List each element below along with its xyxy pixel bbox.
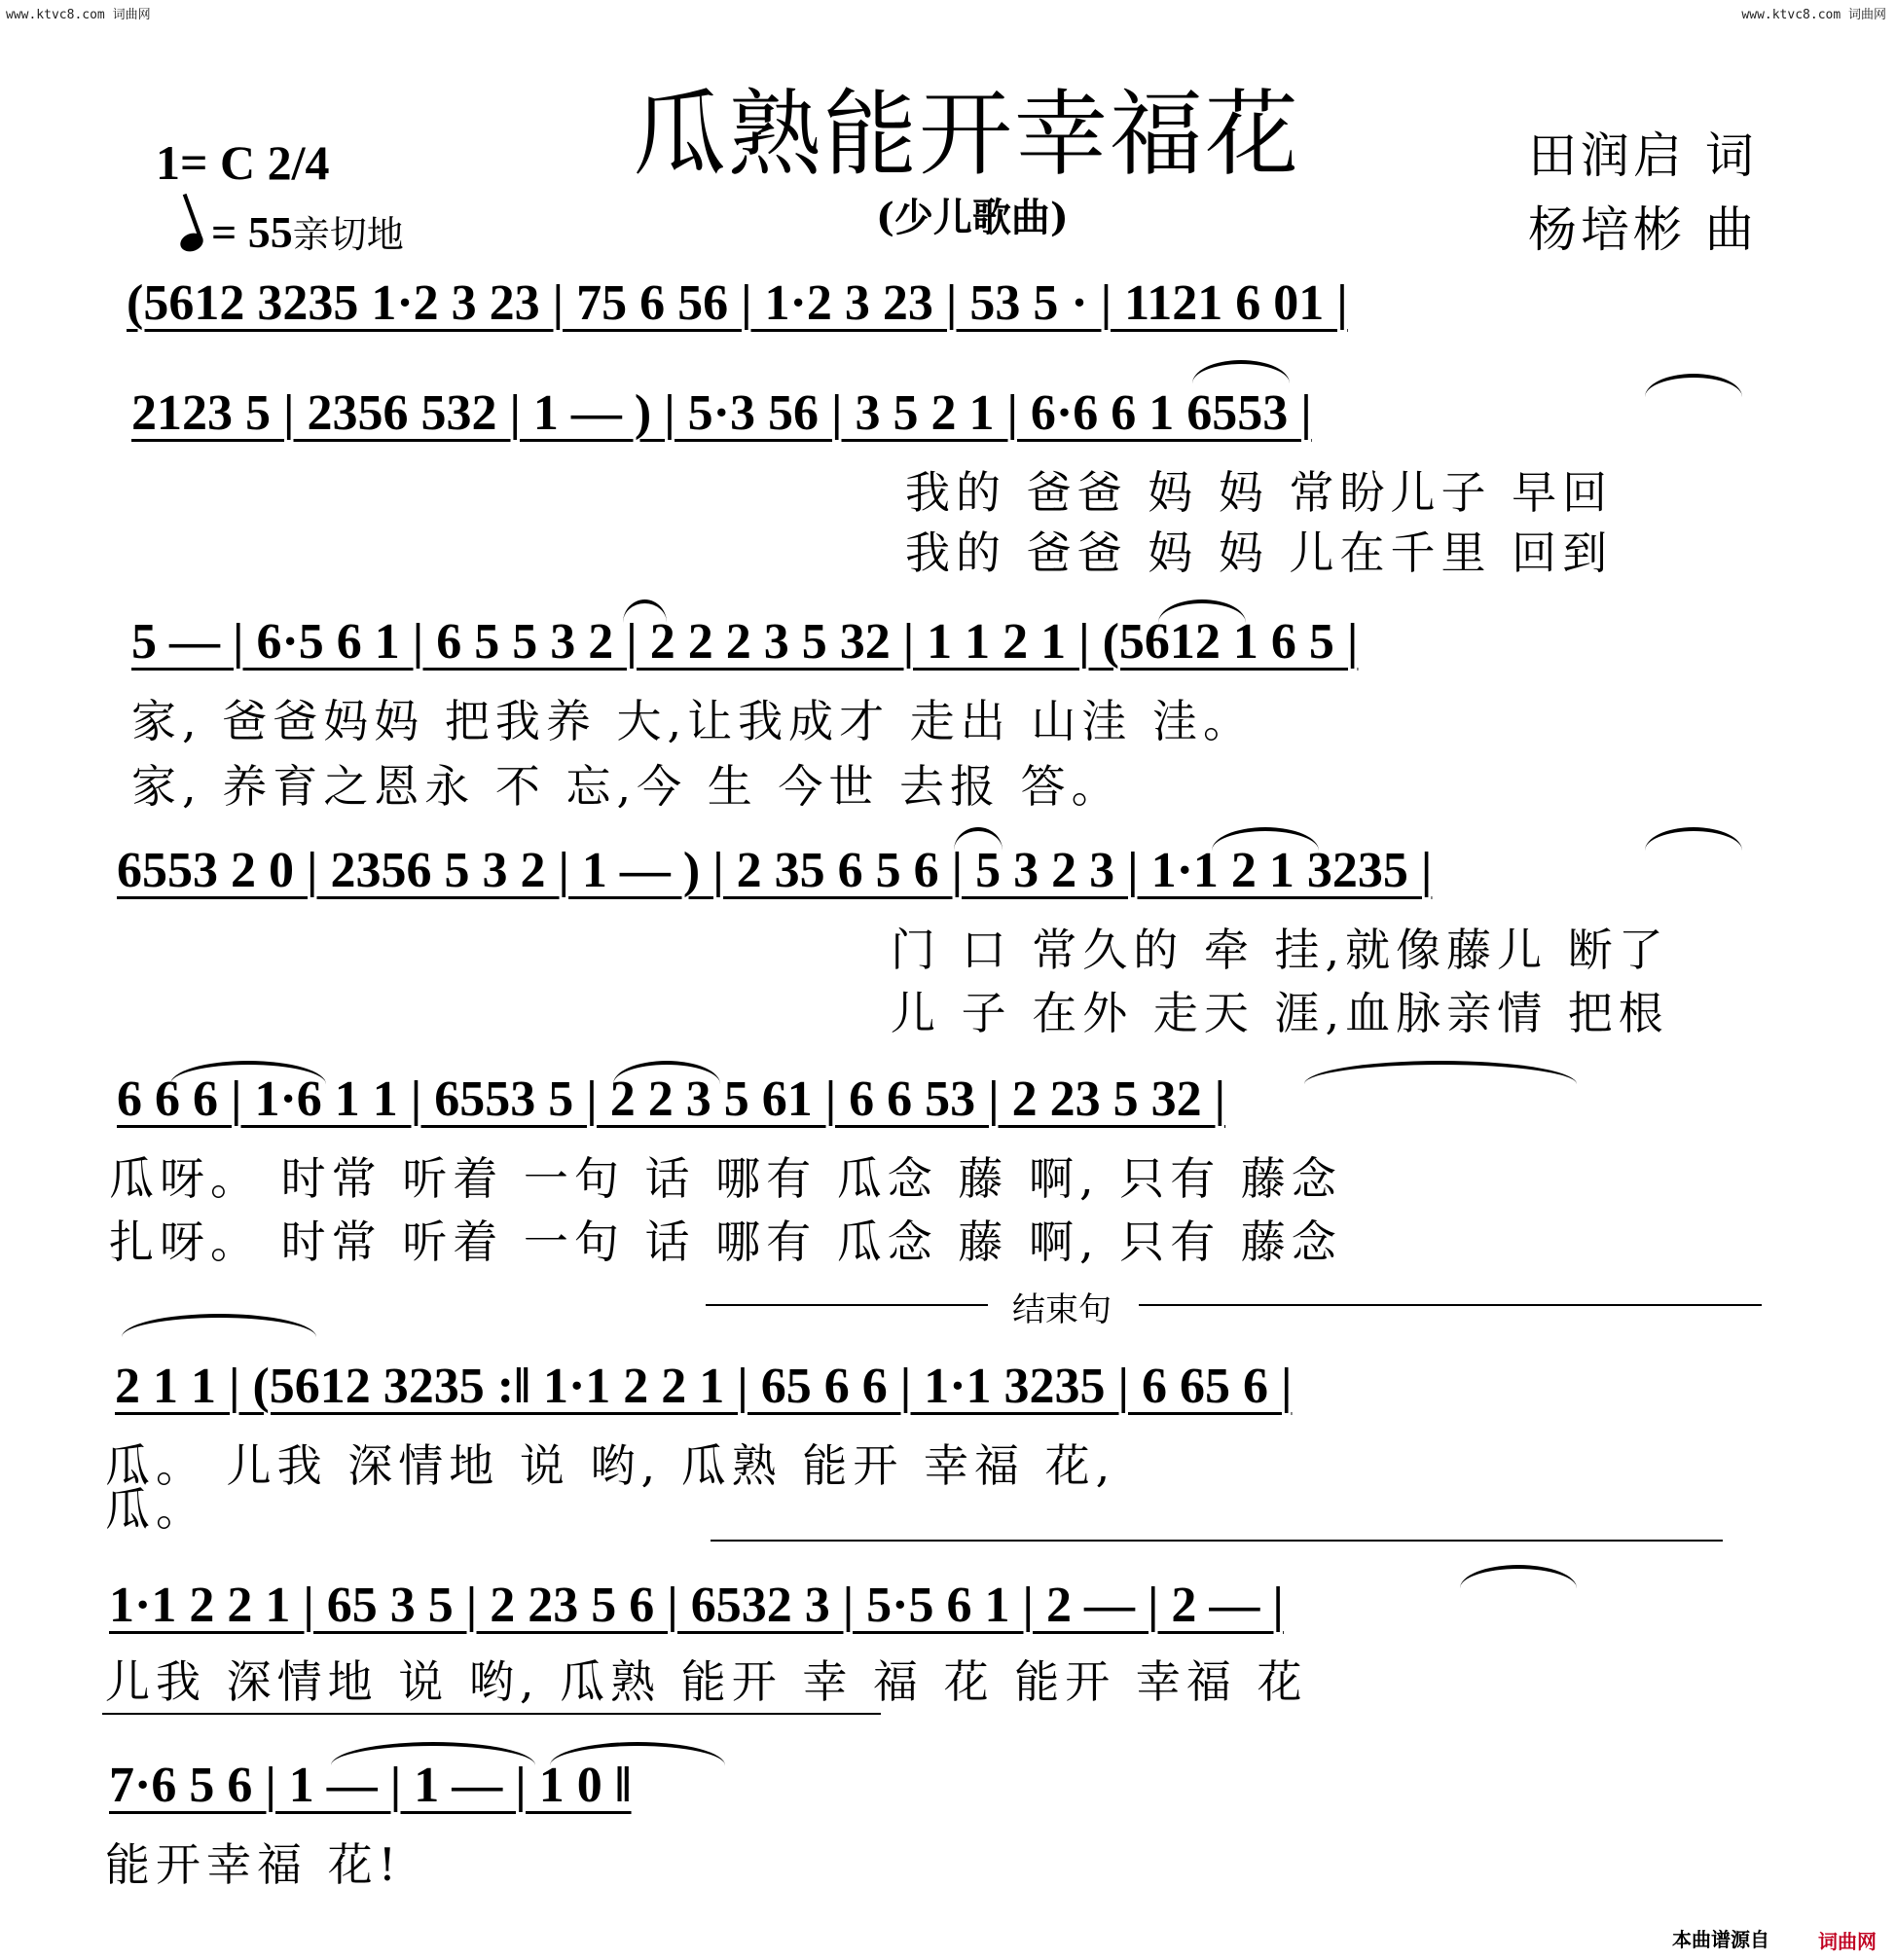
- slur-mark: [1460, 1565, 1577, 1588]
- footer-site-logo: 词曲网: [1818, 1930, 1877, 1953]
- notation-line-3: 5 — | 6·5 6 1 | 6 5 5 3 2 | 2 2 2 3 5 32 | 1 1 2 1 | (5612 1 6 5 |: [131, 614, 1359, 670]
- notation-line-6: 2 1 1 | (5612 3235 :‖ 1·1 2 2 1 | 65 6 6 | 1·1 3235 | 6 65 6 |: [115, 1359, 1293, 1414]
- notation-line-1: (5612 3235 1·2 3 23 | 75 6 56 | 1·2 3 23 | 53 5 · | 1121 6 01 |: [127, 275, 1348, 331]
- ending-bracket-right: [1139, 1304, 1762, 1306]
- lyric-line-6-verse-2: 瓜。: [105, 1483, 206, 1536]
- tempo-value: = 55: [211, 207, 293, 257]
- slur-mark: [1192, 360, 1290, 383]
- slur-mark: [1645, 374, 1742, 397]
- composer-credit: 杨培彬 曲: [1528, 201, 1758, 258]
- song-subtitle: (少儿歌曲): [876, 195, 1069, 240]
- slur-mark: [954, 827, 1003, 851]
- ending-bracket-left: [706, 1304, 988, 1306]
- lyricist-credit: 田润启 词: [1528, 127, 1758, 184]
- tempo-expression: 亲切地: [292, 213, 404, 256]
- lyric-line-8-verse-1: 能开幸福 花!: [105, 1838, 403, 1891]
- slur-mark: [1304, 1061, 1577, 1084]
- footer-source: 本曲谱源自: [1672, 1928, 1769, 1951]
- slur-mark: [122, 1314, 316, 1337]
- notation-line-5: 6 6 6 | 1·6 1 1 | 6553 5 | 2 2 3 5 61 | 6 6 53 | 2 23 5 32 |: [117, 1071, 1226, 1127]
- lyric-line-3-verse-2: 家, 养育之恩永 不 忘,今 生 今世 去报 答。: [131, 760, 1122, 813]
- lyric-line-3-verse-1: 家, 爸爸妈妈 把我养 大,让我成才 走出 山洼 洼。: [131, 695, 1254, 747]
- slur-mark: [1212, 827, 1319, 851]
- notation-line-4: 6553 2 0 | 2356 5 3 2 | 1 — ) | 2 35 6 5 6 | 5 3 2 3 | 1·1 2 1 3235 |: [117, 843, 1433, 898]
- tempo-marking: [180, 204, 404, 258]
- slur-mark: [623, 599, 667, 623]
- lyric-line-6-verse-1: 瓜。 儿我 深情地 说 哟, 瓜熟 能开 幸福 花,: [105, 1439, 1116, 1492]
- notation-line-2: 2123 5 | 2356 532 | 1 — ) | 5·3 56 | 3 5 2 1 | 6·6 6 1 6553 |: [131, 385, 1312, 441]
- slur-mark: [550, 1742, 725, 1765]
- lyric-line-2-verse-1: 我的 爸爸 妈 妈 常盼儿子 早回: [905, 466, 1614, 519]
- coda-bracket-rule: [102, 1713, 881, 1715]
- key-signature: 1= C 2/4: [156, 135, 330, 190]
- slur-mark: [1645, 827, 1742, 851]
- lyric-line-4-verse-1: 门 口 常久的 牵 挂,就像藤儿 断了: [891, 924, 1669, 976]
- quarter-note-icon: [178, 230, 206, 254]
- ending-bottom-rule: [711, 1540, 1723, 1542]
- lyric-line-5-verse-2: 扎呀。 时常 听着 一句 话 哪有 瓜念 藤 啊, 只有 藤念: [109, 1216, 1342, 1268]
- watermark-right: www.ktvc8.com 词曲网: [1741, 8, 1886, 22]
- ending-label: 结束句: [1012, 1290, 1112, 1329]
- lyric-line-4-verse-2: 儿 子 在外 走天 涯,血脉亲情 把根: [891, 987, 1669, 1039]
- slur-mark: [331, 1742, 535, 1765]
- notation-line-7: 1·1 2 2 1 | 65 3 5 | 2 23 5 6 | 6532 3 | 5·5 6 1 | 2 — | 2 — |: [109, 1578, 1284, 1633]
- slur-mark: [170, 1061, 326, 1084]
- notation-line-8: 7·6 5 6 | 1 — | 1 — | 1 0 ‖: [109, 1758, 632, 1813]
- slur-mark: [613, 1061, 720, 1084]
- lyric-line-5-verse-1: 瓜呀。 时常 听着 一句 话 哪有 瓜念 藤 啊, 只有 藤念: [109, 1152, 1342, 1205]
- watermark-left: www.ktvc8.com 词曲网: [6, 8, 151, 22]
- song-title: 瓜熟能开幸福花: [633, 80, 1300, 189]
- slur-mark: [1158, 599, 1246, 623]
- lyric-line-2-verse-2: 我的 爸爸 妈 妈 儿在千里 回到: [905, 526, 1614, 579]
- lyric-line-7-verse-1: 儿我 深情地 说 哟, 瓜熟 能开 幸 福 花 能开 幸福 花: [105, 1655, 1308, 1708]
